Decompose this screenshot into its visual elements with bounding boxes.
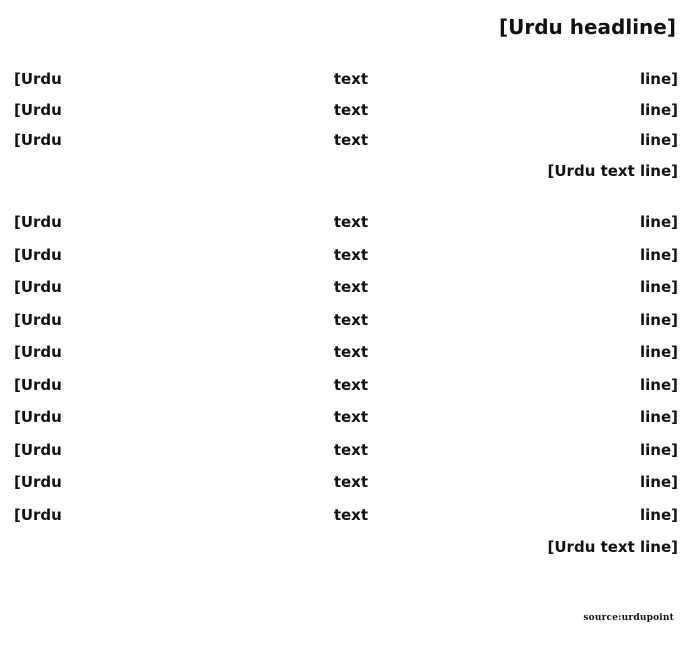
paragraph-line: [Urdu text line]: [14, 343, 678, 361]
article-paragraph-2: [14, 206, 678, 564]
paragraph-line: [Urdu text line]: [14, 70, 678, 88]
paragraph-line: [Urdu text line]: [14, 278, 678, 296]
paragraph-line: [Urdu text line]: [14, 473, 678, 491]
paragraph-line: [Urdu text line]: [14, 100, 678, 119]
paragraph-line: [Urdu text line]: [547, 538, 678, 556]
article-paragraph-1: [14, 64, 678, 186]
paragraph-line: [Urdu text line]: [547, 161, 678, 180]
paragraph-line: [Urdu text line]: [14, 131, 678, 149]
paragraph-line: [Urdu text line]: [14, 310, 678, 329]
paragraph-line: [Urdu text line]: [14, 408, 678, 426]
paragraph-line: [Urdu text line]: [14, 375, 678, 394]
paragraph-line: [Urdu text line]: [14, 440, 678, 459]
paragraph-line: [Urdu text line]: [14, 505, 678, 524]
paragraph-line: [Urdu text line]: [14, 245, 678, 264]
article-headline: [Urdu headline]: [498, 15, 676, 39]
source-credit: source:urdupoint: [583, 613, 674, 623]
paragraph-line: [Urdu text line]: [14, 213, 678, 231]
